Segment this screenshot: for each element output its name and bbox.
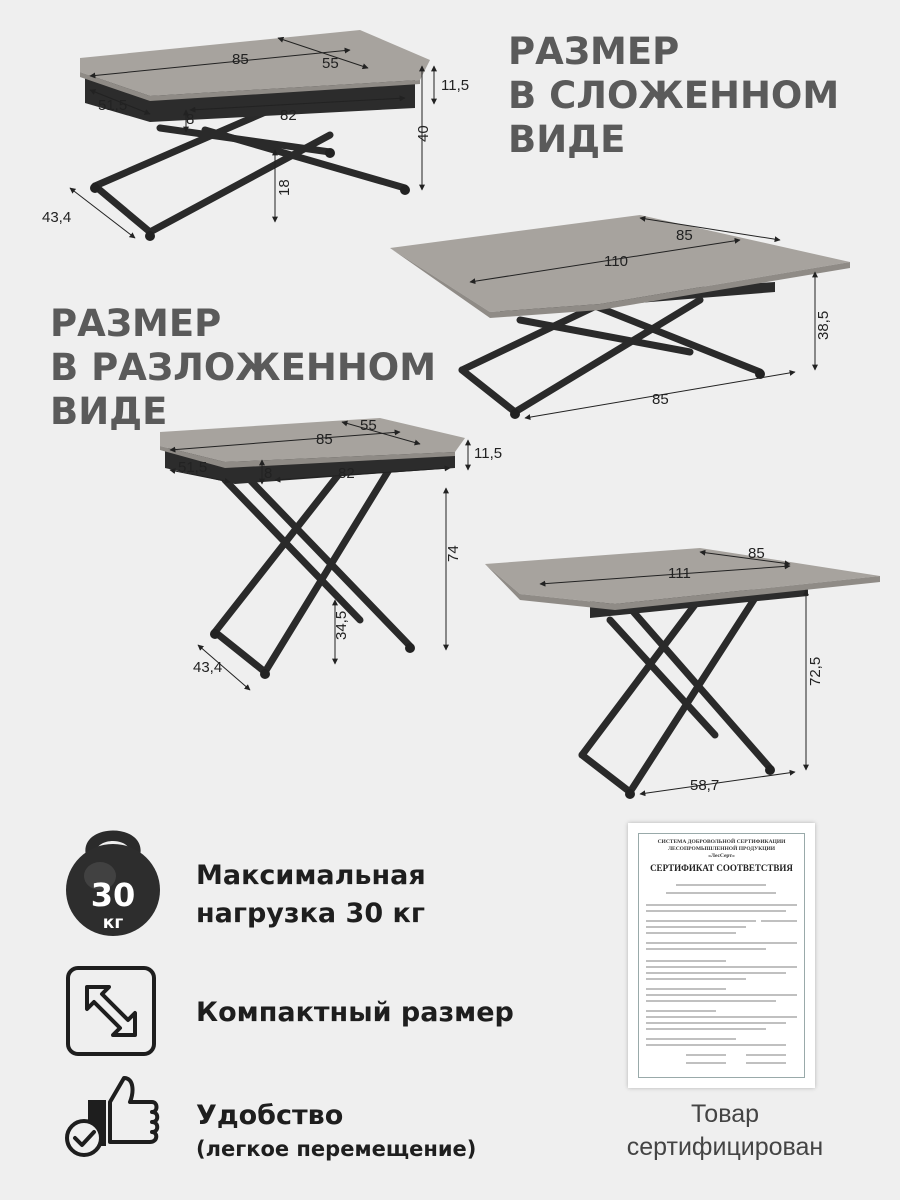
kettlebell-icon [58, 808, 168, 938]
dim-high-folded-side: 51,5 [178, 459, 208, 476]
dim-high-unfolded-base: 58,7 [690, 777, 720, 794]
certificate-header-3: «ЛесСерт» [708, 853, 735, 859]
dim-high-folded-depth: 55 [360, 417, 377, 434]
dim-low-folded-inner: 82 [280, 107, 297, 124]
diagram-high-unfolded [485, 545, 880, 799]
certificate-header-1: СИСТЕМА ДОБРОВОЛЬНОЙ СЕРТИФИКАЦИИ [657, 839, 786, 845]
resize-arrows-icon [65, 965, 157, 1057]
dim-low-unfolded-height: 38,5 [815, 310, 832, 340]
diagram-low-folded [42, 30, 469, 241]
kettlebell-unit: кг [102, 913, 124, 933]
heading-unfolded-line2: В РАЗЛОЖЕННОМ [50, 346, 437, 389]
heading-folded-line1: РАЗМЕР [508, 30, 680, 73]
heading-unfolded-line3: ВИДЕ [50, 390, 168, 433]
feature-compact: Компактный размер [196, 997, 514, 1028]
dim-low-unfolded-base: 85 [652, 391, 669, 408]
dim-low-folded-width: 85 [232, 51, 249, 68]
diagram-high-folded [160, 417, 502, 690]
heading-folded-line2: В СЛОЖЕННОМ [508, 74, 840, 117]
dim-low-unfolded-width: 110 [604, 253, 628, 270]
certificate-caption-line2: сертифицирован [626, 1133, 824, 1161]
feature-convenience [196, 1098, 476, 1164]
dim-high-folded-clearance: 34,5 [333, 610, 350, 640]
heading-unfolded-line1: РАЗМЕР [50, 302, 222, 345]
dim-low-folded-side: 51,5 [98, 97, 128, 114]
feature-convenience-line1: Удобство [196, 1100, 344, 1131]
dim-low-folded-gap: 8 [186, 111, 195, 128]
certificate-caption [610, 1098, 840, 1164]
dim-high-folded-width: 85 [316, 431, 333, 448]
feature-convenience-line2: (легкое перемещение) [196, 1137, 477, 1161]
dim-high-unfolded-width: 111 [668, 565, 691, 582]
feature-max-load [196, 857, 426, 933]
dim-low-folded-clearance: 18 [276, 179, 293, 196]
feature-max-load-line1: Максимальная [196, 860, 426, 891]
dim-high-folded-gap: 8 [264, 465, 273, 482]
dim-low-folded-depth: 55 [322, 55, 339, 72]
heading-folded-line3: ВИДЕ [508, 118, 626, 161]
certificate-body-lines [646, 881, 797, 1076]
certificate-image [628, 823, 815, 1088]
certificate-header-2: ЛЕСОПРОМЫШЛЕННОЙ ПРОДУКЦИИ [667, 846, 776, 852]
certificate-caption-line1: Товар [690, 1100, 760, 1128]
certificate-title: СЕРТИФИКАТ СООТВЕТСТВИЯ [650, 863, 793, 873]
thumbs-up-check-icon [62, 1072, 162, 1162]
dim-high-folded-inner: 82 [338, 465, 355, 482]
dim-low-unfolded-depth: 85 [676, 227, 693, 244]
diagram-low-unfolded [390, 215, 850, 419]
kettlebell-value: 30 [90, 876, 136, 914]
dim-low-folded-height: 40 [415, 125, 432, 142]
dim-high-folded-height: 74 [445, 545, 462, 562]
dim-low-folded-foot: 43,4 [42, 209, 72, 226]
feature-max-load-line2: нагрузка 30 кг [196, 898, 425, 929]
dim-high-unfolded-height: 72,5 [807, 656, 824, 686]
dim-high-folded-foot: 43,4 [193, 659, 223, 676]
dim-low-folded-top: 11,5 [441, 77, 470, 94]
dim-high-unfolded-depth: 85 [748, 545, 765, 562]
dim-high-folded-top: 11,5 [474, 445, 503, 462]
